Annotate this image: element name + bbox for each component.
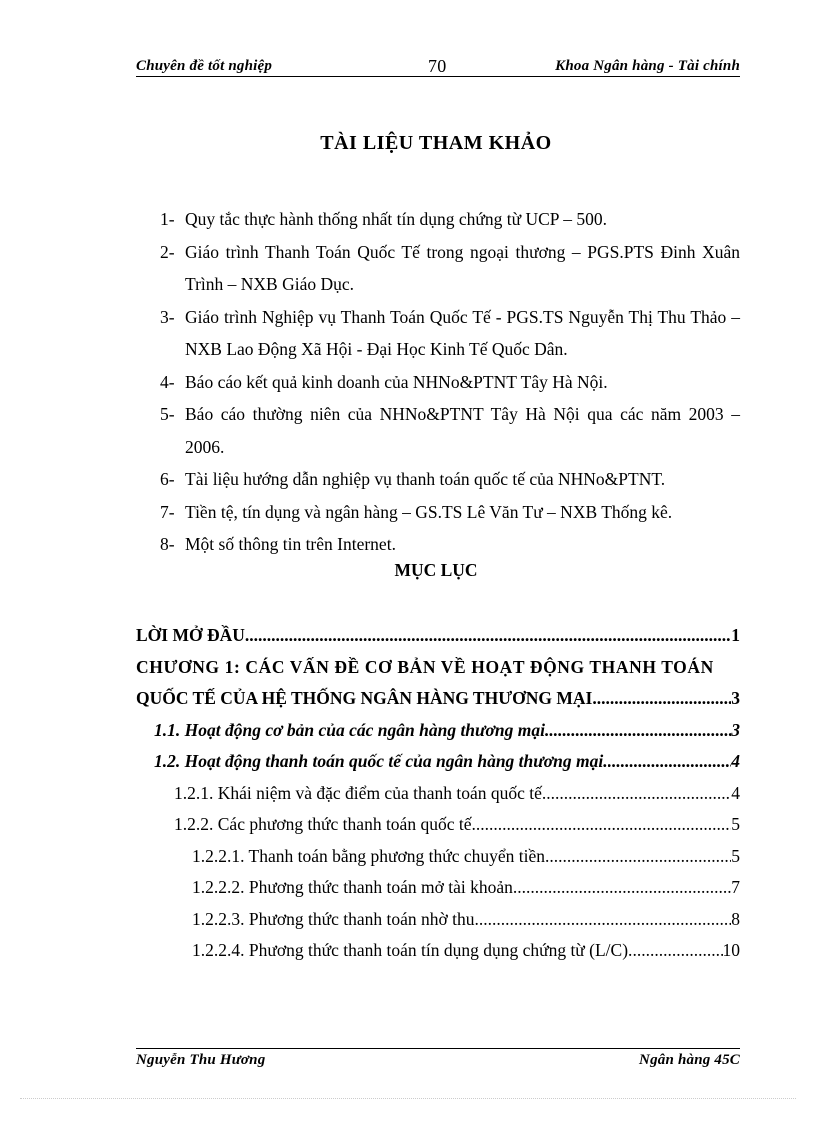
toc-entry-1-2-2-4: 1.2.2.4. Phương thức thanh toán tín dụng dụng chứng từ (L/C). ..... 10 <box>136 935 740 967</box>
header-page-number: 70 <box>428 56 447 76</box>
header-thesis-label: Chuyên đề tốt nghiệp <box>136 58 273 74</box>
toc-entry-1-2-2-3: 1.2.2.3. Phương thức thanh toán nhờ thu. ..... 8 <box>136 904 740 936</box>
toc-entry-chapter-1: CHƯƠNG 1: CÁC VẤN ĐỀ CƠ BẢN VỀ HOẠT ĐỘNG THANH TOÁN <box>136 656 714 677</box>
toc-page-number: 5 <box>731 845 740 866</box>
toc-entry-1-1: 1.1. Hoạt động cơ bản của các ngân hàng thương mại ..... 3 <box>136 715 740 747</box>
reference-item: 4- Báo cáo kết quả kinh doanh của NHNo&PTNT Tây Hà Nội. <box>160 371 608 392</box>
toc-page-number: 8 <box>731 908 740 929</box>
toc-title: MỤC LỤC <box>394 560 478 580</box>
toc-page-number: 7 <box>731 877 740 897</box>
toc-entry-1-2: 1.2. Hoạt động thanh toán quốc tế của ngân hàng thương mại. ..... 4 <box>136 746 740 778</box>
toc-page-number: 3 <box>731 719 740 740</box>
footer-class: Ngân hàng 45C <box>639 1052 740 1068</box>
toc-page-number: 4 <box>731 782 740 803</box>
toc-entry-1-2-2-1: 1.2.2.1. Thanh toán bằng phương thức chuyển tiền. ..... 5 <box>136 841 740 873</box>
page-footer <box>136 1048 740 1069</box>
reference-item: 8- Một số thông tin trên Internet. <box>160 534 396 554</box>
toc-page-number: 5 <box>731 814 740 834</box>
header-faculty-label: Khoa Ngân hàng - Tài chính <box>555 58 740 74</box>
reference-item: 2- Giáo trình Thanh Toán Quốc Tế trong ngoại thương – PGS.PTS Đinh Xuân Trình – NXB Giáo Dục. <box>160 241 740 294</box>
toc-page-number: 1 <box>731 625 740 645</box>
toc-entry-intro: LỜI MỞ ĐẦU ..... 1 <box>136 620 740 652</box>
toc-page-number: 10 <box>722 940 740 960</box>
reference-item: 7- Tiền tệ, tín dụng và ngân hàng – GS.TS Lê Văn Tư – NXB Thống kê. <box>160 501 673 522</box>
toc-entry-chapter-1-cont: QUỐC TẾ CỦA HỆ THỐNG NGÂN HÀNG THƯƠNG MẠI ..... 3 <box>136 683 740 715</box>
references-title: TÀI LIỆU THAM KHẢO <box>320 132 552 154</box>
footer-author: Nguyễn Thu Hương <box>136 1052 266 1068</box>
reference-item: 5- Báo cáo thường niên của NHNo&PTNT Tây Hà Nội qua các năm 2003 – 2006. <box>160 404 740 457</box>
table-of-contents <box>136 620 740 967</box>
toc-page-number: 4 <box>731 751 740 771</box>
reference-item: 1- Quy tắc thực hành thống nhất tín dụng chứng từ UCP – 500. <box>160 209 607 229</box>
toc-entry-1-2-1: 1.2.1. Khái niệm và đặc điểm của thanh toán quốc tế. ..... 4 <box>136 778 740 810</box>
page-header <box>136 56 740 77</box>
reference-item: 6- Tài liệu hướng dẫn nghiệp vụ thanh toán quốc tế của NHNo&PTNT. <box>160 469 666 489</box>
toc-page-number: 3 <box>731 688 740 708</box>
toc-entry-1-2-2-2: 1.2.2.2. Phương thức thanh toán mở tài khoản. ..... 7 <box>136 872 740 904</box>
reference-item: 3- Giáo trình Nghiệp vụ Thanh Toán Quốc Tế - PGS.TS Nguyễn Thị Thu Thảo – NXB Lao Động Xã Hội - Đại Học Kinh Tế Quốc Dân. <box>160 306 740 359</box>
page-bottom-divider <box>20 1098 796 1099</box>
toc-entry-1-2-2: 1.2.2. Các phương thức thanh toán quốc tế. ..... 5 <box>136 809 740 841</box>
references-list <box>160 203 740 561</box>
